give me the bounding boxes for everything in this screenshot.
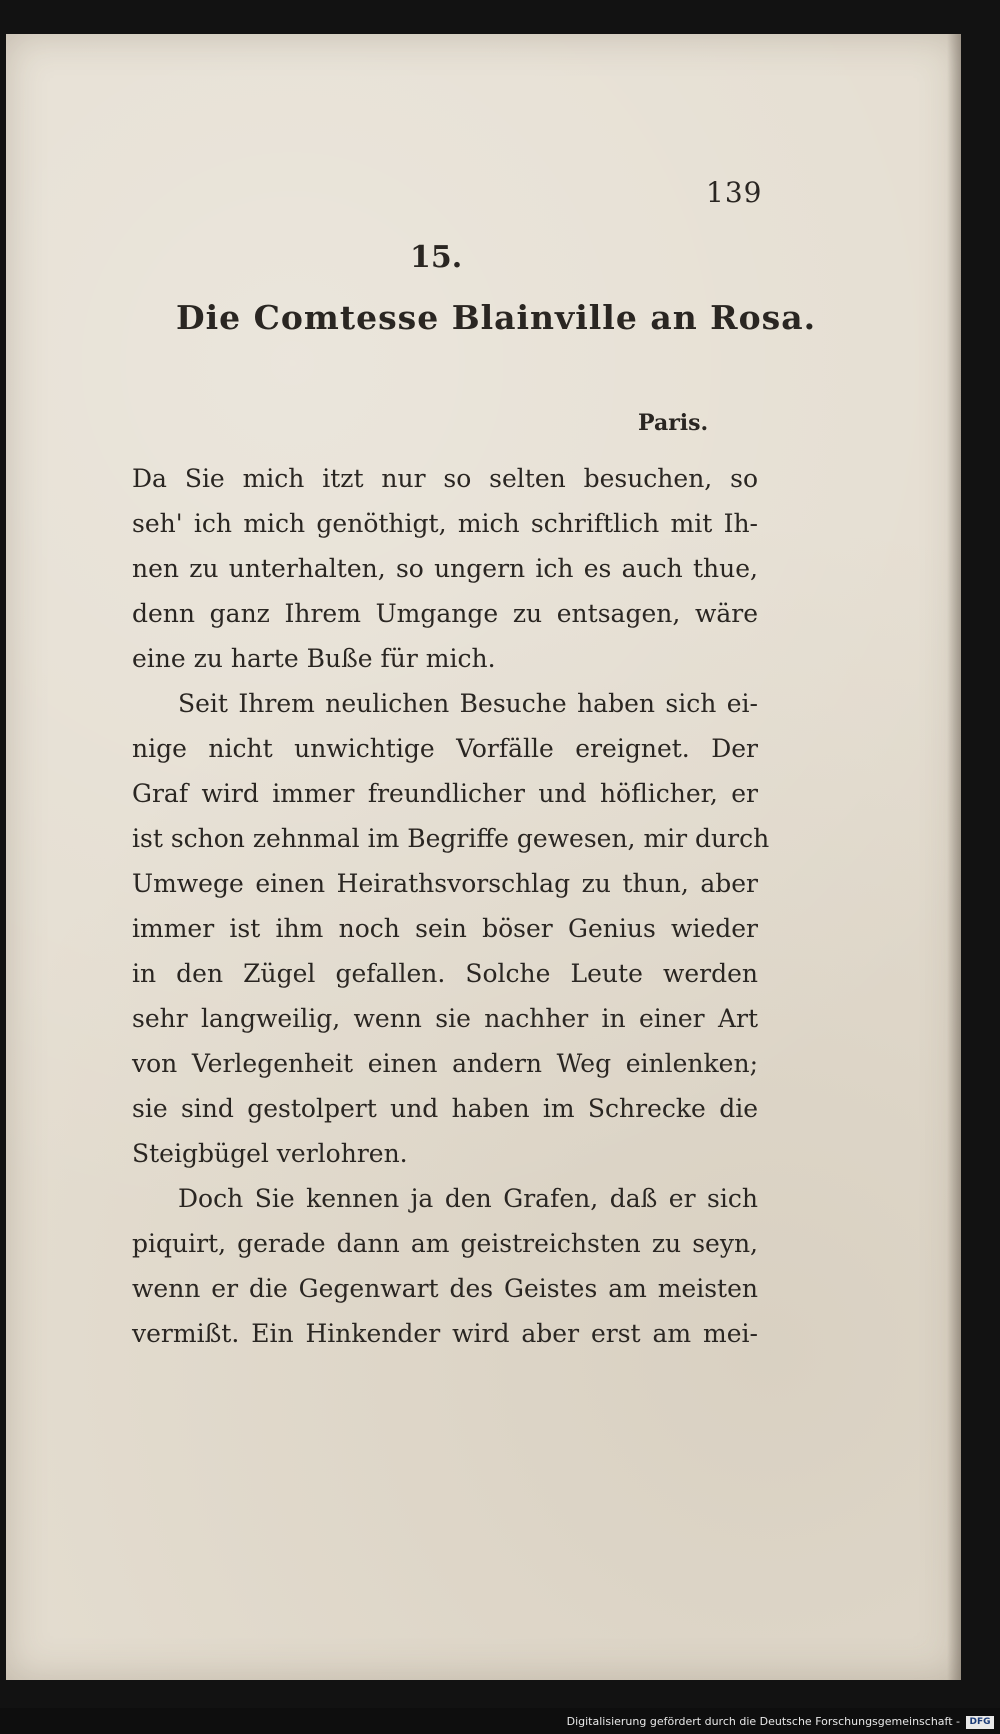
text-line: wenn er die Gegenwart des Geistes am meisten: [132, 1274, 758, 1303]
funding-credit: Digitalisierung gefördert durch die Deutsche Forschungsgemeinschaft -: [566, 1715, 960, 1728]
text-line: nen zu unterhalten, so ungern ich es auch thue,: [132, 554, 758, 583]
letter-title: Die Comtesse Blainville an Rosa.: [176, 298, 817, 337]
digitization-footer: [0, 1708, 1000, 1734]
text-line: von Verlegenheit einen andern Weg einlenken;: [132, 1049, 758, 1078]
text-line: Steigbügel verlohren.: [132, 1139, 408, 1168]
text-line: piquirt, gerade dann am geistreichsten zu seyn,: [132, 1229, 758, 1258]
text-line: in den Zügel gefallen. Solche Leute werden: [132, 959, 758, 988]
dfg-logo-icon: DFG: [966, 1716, 994, 1729]
text-line: sie sind gestolpert und haben im Schrecke die: [132, 1094, 758, 1123]
text-line: seh' ich mich genöthigt, mich schriftlich mit Ih-: [132, 509, 758, 538]
text-line: ist schon zehnmal im Begriffe gewesen, mir durch: [132, 824, 770, 853]
text-line: Graf wird immer freundlicher und höflicher, er: [132, 779, 758, 808]
letter-place: Paris.: [638, 410, 709, 436]
letter-number: 15.: [410, 240, 463, 275]
text-line: Seit Ihrem neulichen Besuche haben sich ei-: [178, 689, 758, 718]
text-line: Umwege einen Heirathsvorschlag zu thun, aber: [132, 869, 758, 898]
page-edge-shadow: [947, 34, 961, 1680]
letter-body: [132, 456, 770, 1356]
page-number: 139: [706, 176, 763, 209]
text-line: eine zu harte Buße für mich.: [132, 644, 496, 673]
text-line: denn ganz Ihrem Umgange zu entsagen, wäre: [132, 599, 758, 628]
text-line: vermißt. Ein Hinkender wird aber erst am mei-: [132, 1319, 758, 1348]
text-line: Da Sie mich itzt nur so selten besuchen, so: [132, 464, 758, 493]
text-line: nige nicht unwichtige Vorfälle ereignet. Der: [132, 734, 758, 763]
text-line: immer ist ihm noch sein böser Genius wieder: [132, 914, 758, 943]
text-line: sehr langweilig, wenn sie nachher in einer Art: [132, 1004, 758, 1033]
text-line: Doch Sie kennen ja den Grafen, daß er sich: [178, 1184, 758, 1213]
